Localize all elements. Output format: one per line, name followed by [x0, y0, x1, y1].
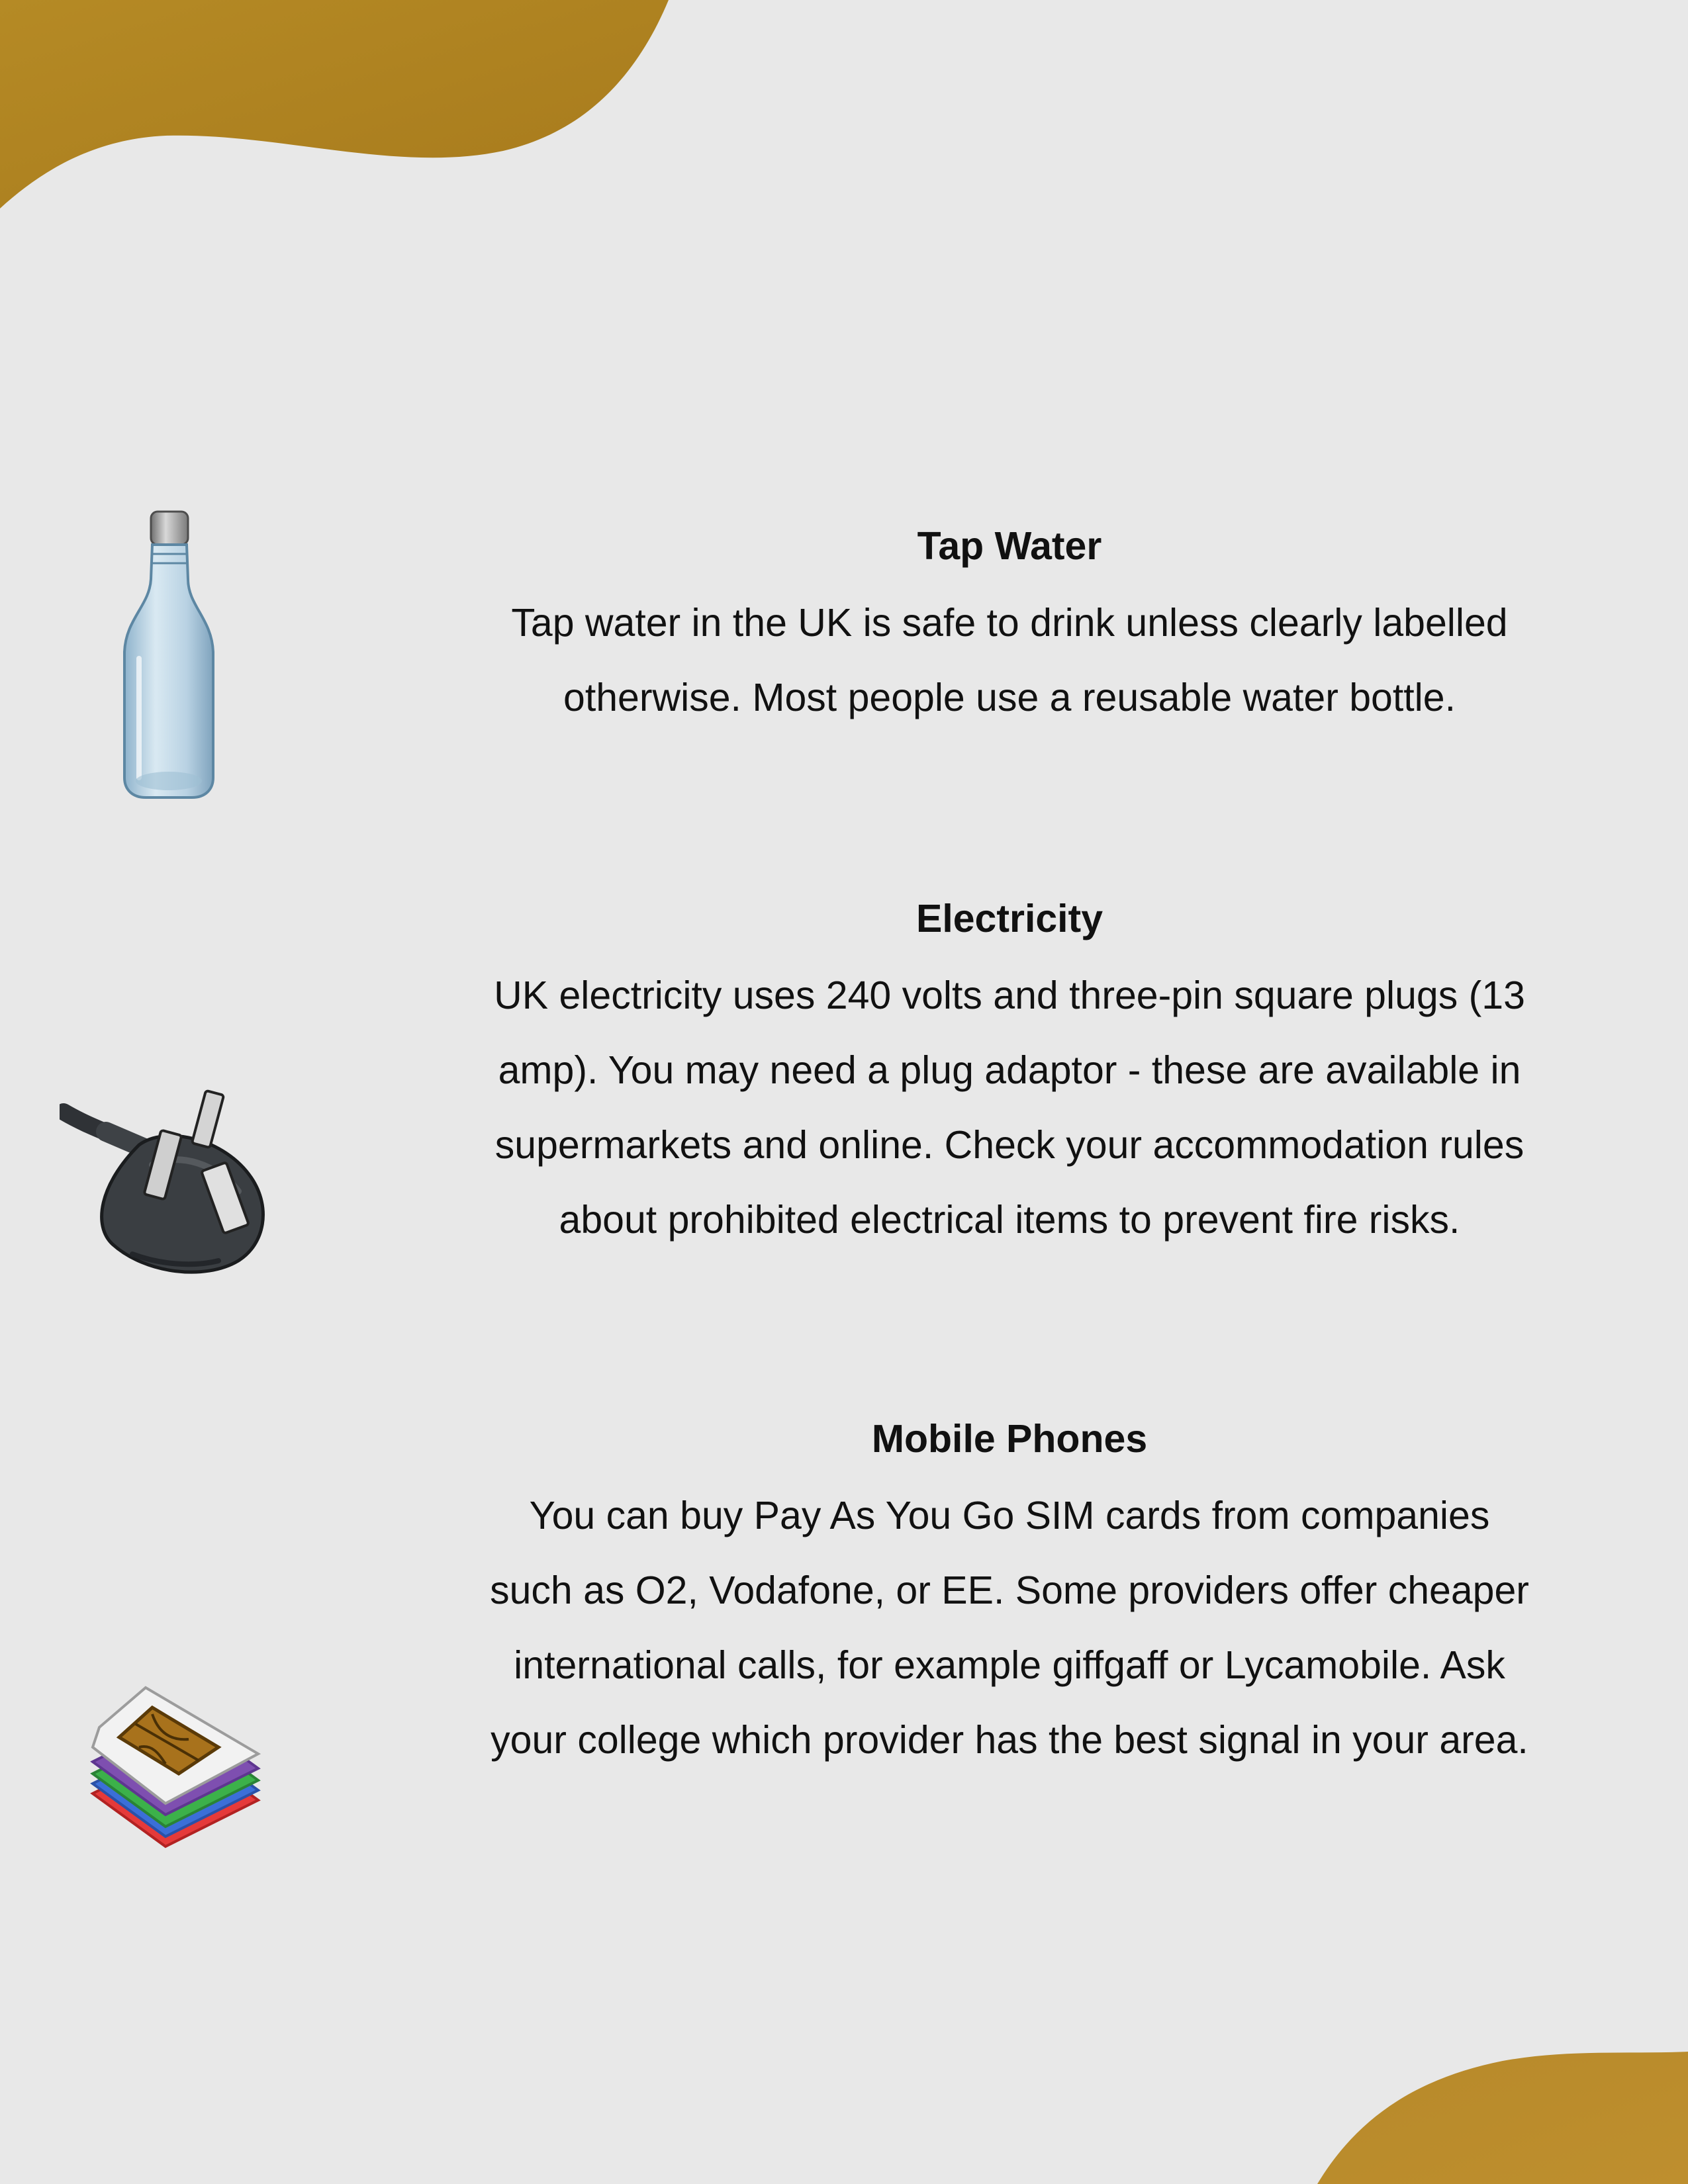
section-tap-water [490, 520, 1529, 735]
section-title: Tap Water [917, 524, 1102, 568]
section-body: Tap water in the UK is safe to drink unless clearly labelled otherwise. Most people use a reusable water bottle. [511, 601, 1508, 719]
section-electricity [490, 892, 1529, 1257]
section-mobile-phones [490, 1412, 1529, 1778]
bottom-right-wave-decoration [1317, 2052, 1688, 2184]
section-body: You can buy Pay As You Go SIM cards from companies such as O2, Vodafone, or EE. Some providers offer cheaper international calls, for example giffgaff or Lycamobile. Ask your college which provider has the best signal in your area. [490, 1494, 1529, 1762]
sim-cards-icon [73, 1661, 265, 1853]
uk-plug-icon [60, 1085, 285, 1284]
top-left-wave-decoration [0, 0, 675, 218]
section-body: UK electricity uses 240 volts and three-pin square plugs (13 amp). You may need a plug adaptor - these are available in supermarkets and online. Check your accommodation rules about prohibited electrical items to prevent fire risks. [494, 974, 1525, 1242]
water-bottle-icon [113, 506, 225, 804]
section-title: Mobile Phones [871, 1417, 1148, 1461]
section-title: Electricity [915, 897, 1103, 940]
